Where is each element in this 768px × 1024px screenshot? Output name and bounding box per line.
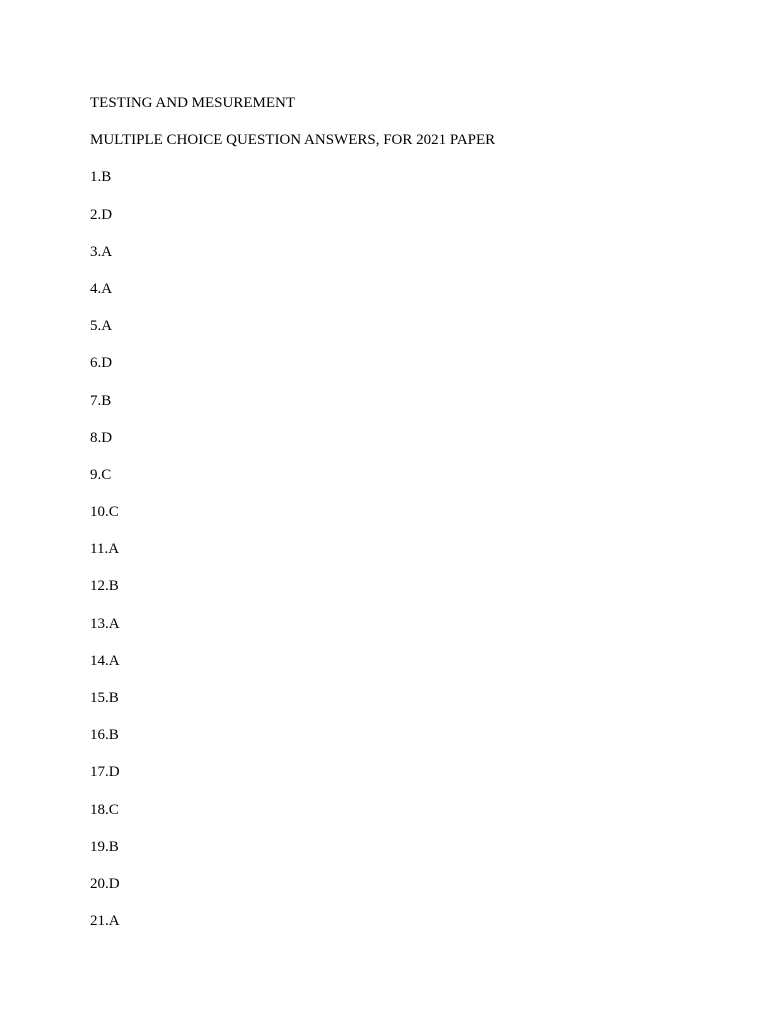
answer-item: 6.D: [90, 355, 113, 372]
document-title: TESTING AND MESUREMENT: [90, 95, 295, 111]
answer-item: 5.A: [90, 318, 113, 335]
answer-item: 12.B: [90, 578, 119, 595]
answer-item: 19.B: [90, 838, 119, 855]
answer-item: 13.A: [90, 615, 120, 632]
document-body: [90, 94, 710, 930]
answer-item: 1.B: [90, 169, 112, 186]
answer-item: 4.A: [90, 280, 113, 297]
answer-item: 16.B: [90, 727, 119, 744]
answer-item: 9.C: [90, 466, 112, 483]
answer-item: 14.A: [90, 652, 120, 669]
answer-item: 3.A: [90, 243, 113, 260]
answer-item: 10.C: [90, 504, 119, 521]
answer-item: 2.D: [90, 206, 113, 223]
answer-item: 8.D: [90, 429, 113, 446]
answer-item: 17.D: [90, 764, 120, 781]
answer-item: 15.B: [90, 690, 119, 706]
answer-item: 20.D: [90, 875, 120, 892]
document-subtitle: MULTIPLE CHOICE QUESTION ANSWERS, FOR 2021 PAPER: [90, 132, 496, 149]
answer-list: [90, 168, 710, 930]
answer-item: 7.B: [90, 392, 112, 409]
answer-item: 18.C: [90, 801, 119, 818]
answer-item: 21.A: [90, 913, 120, 930]
answer-item: 11.A: [90, 541, 120, 558]
